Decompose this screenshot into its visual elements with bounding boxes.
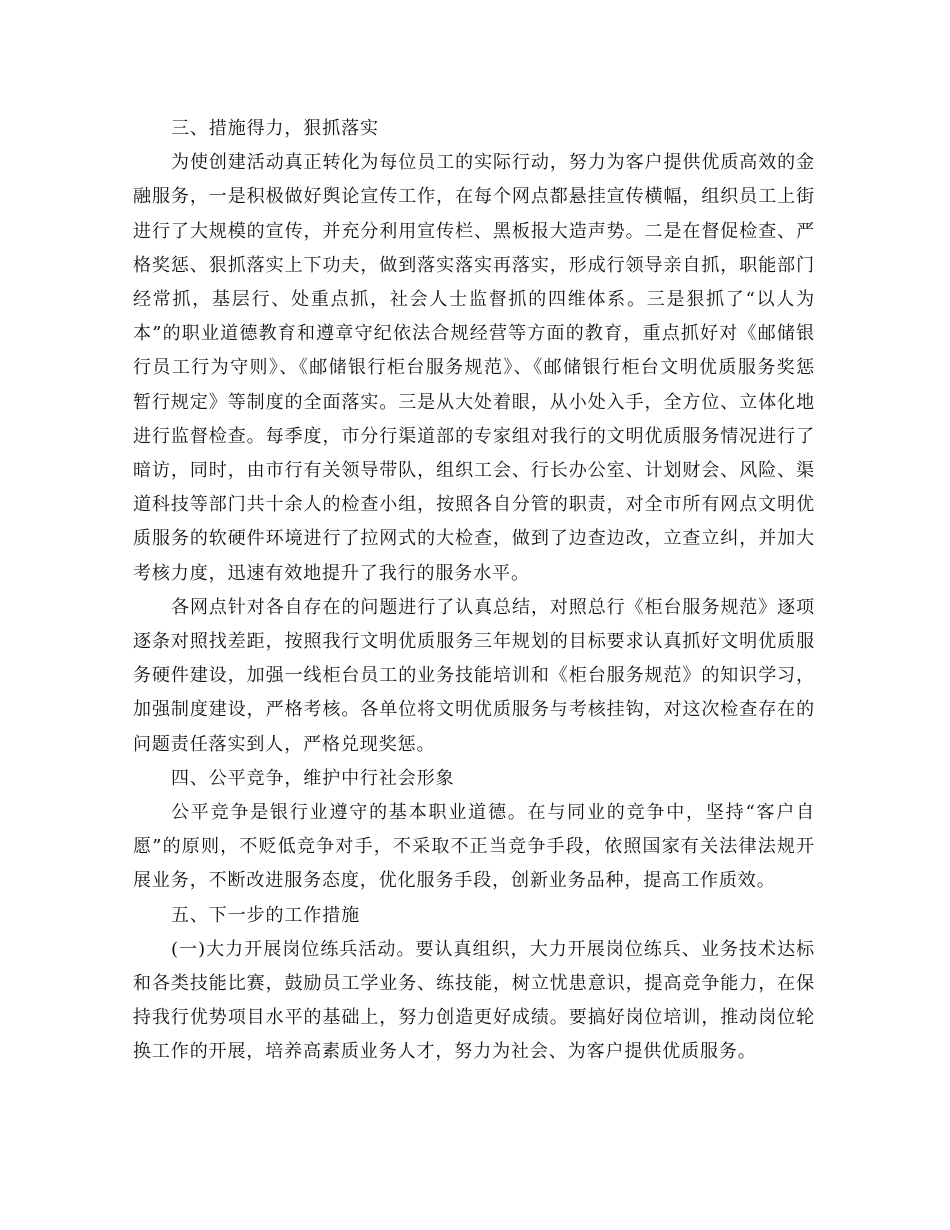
paragraph-fair-competition: 公平竞争是银行业遵守的基本职业道德。在与同业的竞争中，坚持“客户自愿”的原则，不贬低竞争对手，不采取不正当竞争手段，依照国家有关法律法规开展业务，不断改进服务态度，优化服务手段，创新业务品种，提高工作质效。 [133, 802, 815, 892]
document-body [133, 112, 815, 1070]
paragraph-next-steps-1: (一)大力开展岗位练兵活动。要认真组织，大力开展岗位练兵、业务技术达标和各类技能比赛，鼓励员工学业务、练技能，树立忧患意识，提高竞争能力，在保持我行优势项目水平的基础上，努力创造更好成绩。要搞好岗位培训，推动岗位轮换工作的开展，培养高素质业务人才，努力为社会、为客户提供优质服务。 [133, 938, 815, 1063]
section-heading-4: 四、公平竞争，维护中行社会形象 [171, 767, 455, 789]
paragraph-measures: 为使创建活动真正转化为每位员工的实际行动，努力为客户提供优质高效的金融服务，一是积极做好舆论宣传工作，在每个网点都悬挂宣传横幅，组织员工上街进行了大规模的宣传，并充分利用宣传栏、黑板报大造声势。二是在督促检查、严格奖惩、狠抓落实上下功夫，做到落实落实再落实，形成行领导亲自抓，职能部门经常抓，基层行、处重点抓，社会人士监督抓的四维体系。三是狠抓了“以人为本”的职业道德教育和遵章守纪依法合规经营等方面的教育，重点抓好对《邮储银行员工行为守则》、《邮储银行柜台服务规范》、《邮储银行柜台文明优质服务奖惩暂行规定》等制度的全面落实。三是从大处着眼，从小处入手，全方位、立体化地进行监督检查。每季度，市分行渠道部的专家组对我行的文明优质服务情况进行了暗访，同时，由市行有关领导带队，组织工会、行长办公室、计划财会、风险、渠道科技等部门共十余人的检查小组，按照各自分管的职责，对全市所有网点文明优质服务的软硬件环境进行了拉网式的大检查，做到了边查边改，立查立纠，并加大考核力度，迅速有效地提升了我行的服务水平。 [133, 152, 815, 584]
paragraph-outlets-summary: 各网点针对各自存在的问题进行了认真总结，对照总行《柜台服务规范》逐项逐条对照找差距，按照我行文明优质服务三年规划的目标要求认真抓好文明优质服务硬件建设，加强一线柜台员工的业务技能培训和《柜台服务规范》的知识学习，加强制度建设，严格考核。各单位将文明优质服务与考核挂钩，对这次检查存在的问题责任落实到人，严格兑现奖惩。 [133, 596, 815, 755]
section-heading-5: 五、下一步的工作措施 [171, 904, 360, 926]
section-heading-3: 三、措施得力，狠抓落实 [171, 118, 379, 139]
